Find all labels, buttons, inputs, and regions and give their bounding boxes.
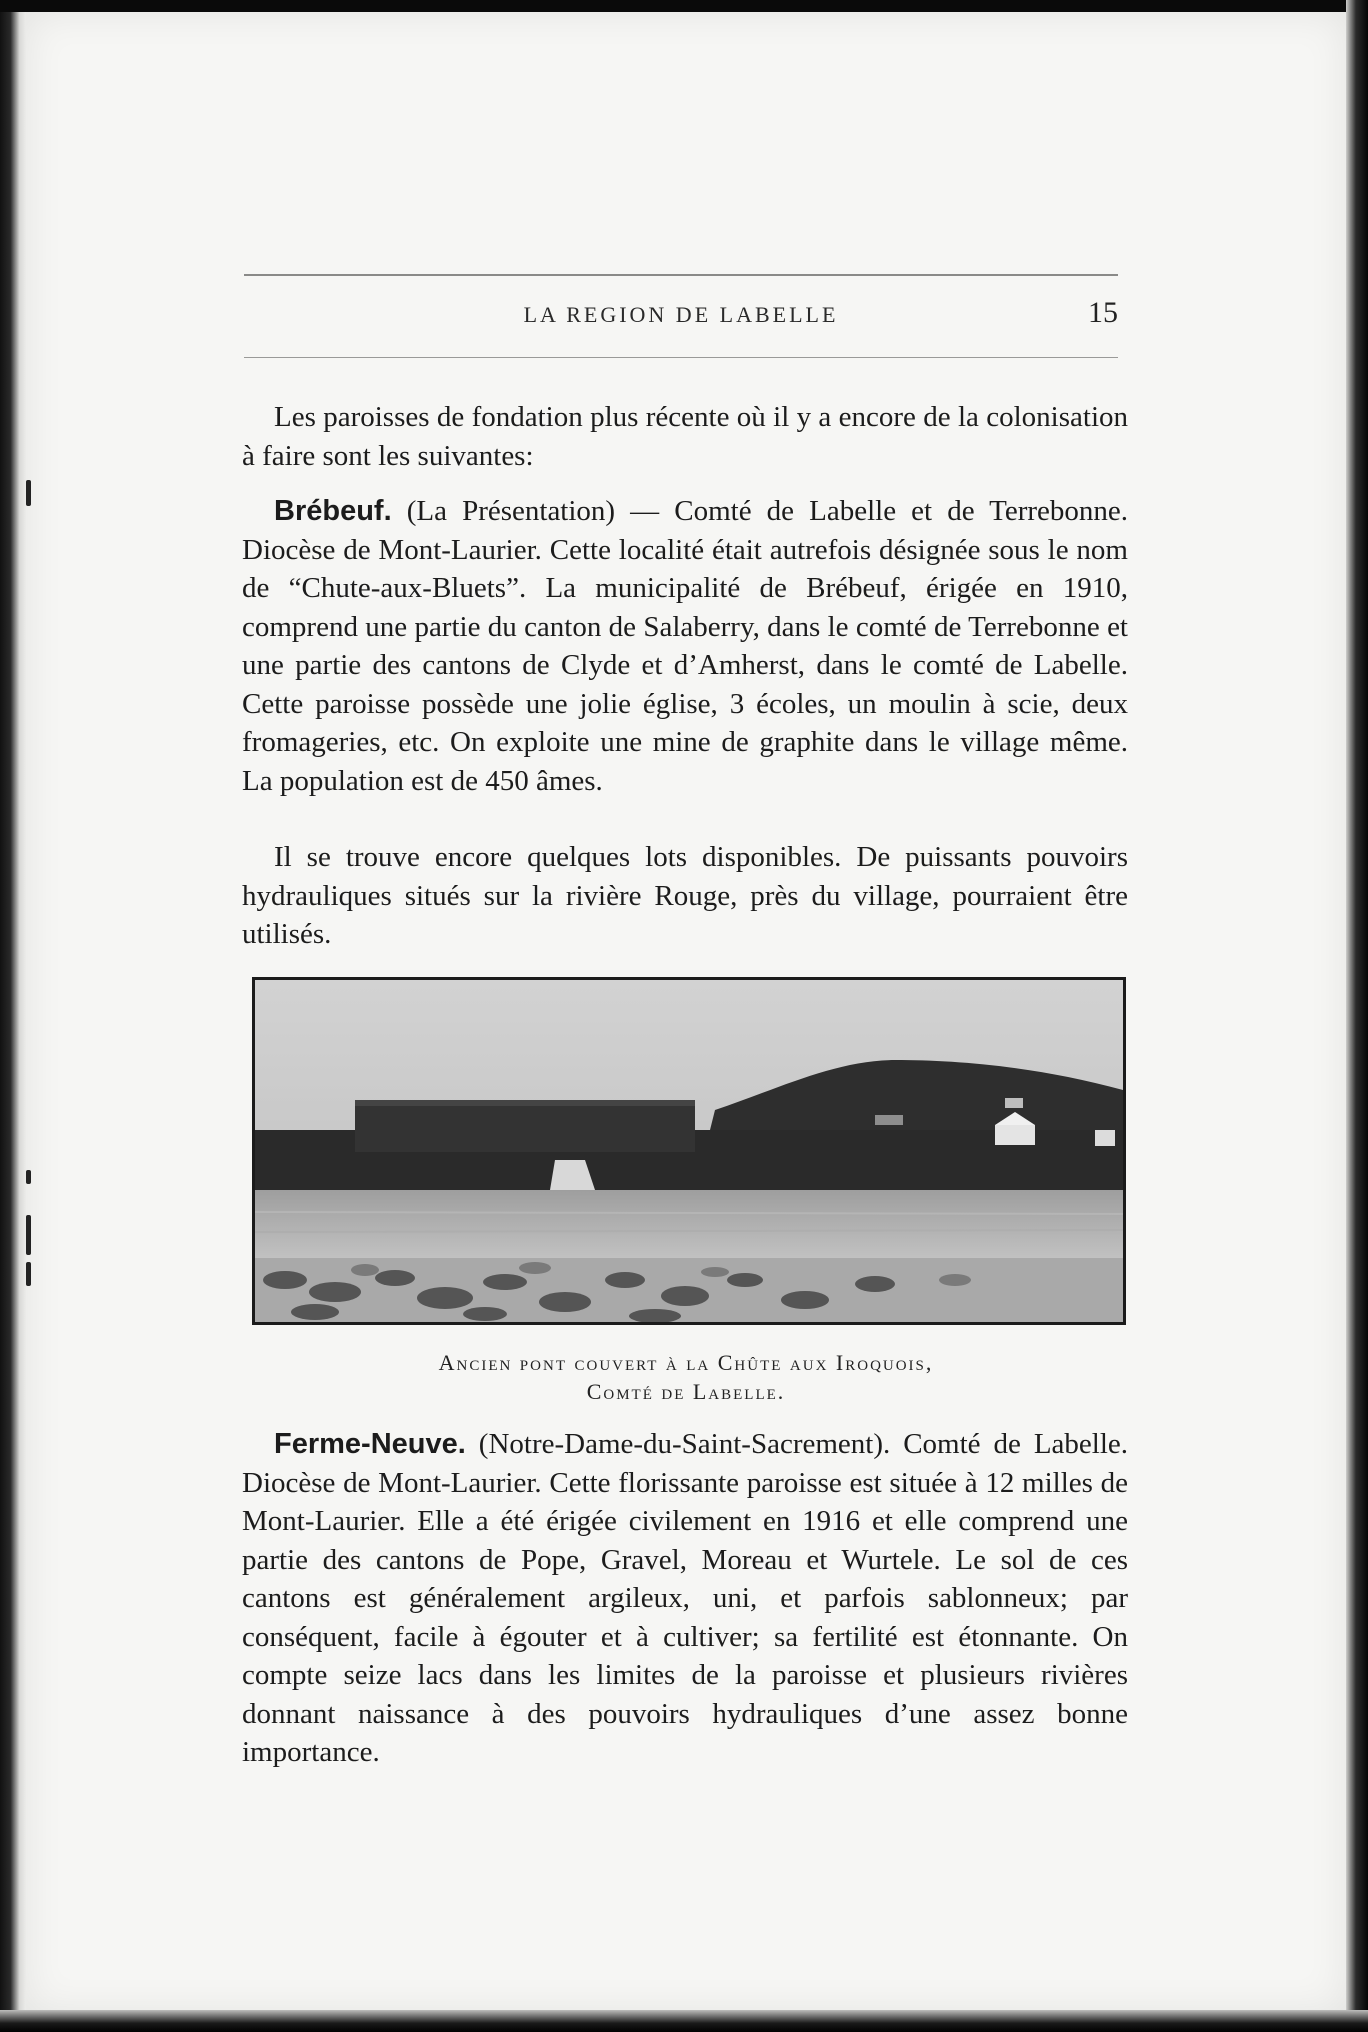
brebeuf-paragraph bbox=[242, 492, 1128, 800]
caption-line-2: Comté de Labelle. bbox=[586, 1379, 786, 1404]
intro-text: Les paroisses de fondation plus récente où il y a encore de la colonisation à faire sont les suivantes: bbox=[242, 401, 1128, 472]
brebeuf-continued-text: Il se trouve encore quelques lots disponibles. De puissants pouvoirs hydrauliques situés sur la rivière Rouge, près du village, pourraient être utilisés. bbox=[242, 841, 1128, 950]
ferme-neuve-heading: Ferme-Neuve. bbox=[274, 1428, 466, 1460]
intro-paragraph bbox=[242, 398, 1128, 475]
running-head bbox=[244, 296, 1118, 334]
running-title: LA REGION DE LABELLE bbox=[523, 302, 839, 327]
header-rule-top bbox=[244, 274, 1118, 276]
brebeuf-text: (La Présentation) — Comté de Labelle et de Terrebonne. Diocèse de Mont-Laurier. Cette localité était autrefois désignée sous le nom de “Chute-aux-Bluets”. La municipalité de Brébeuf, érigée en 1910, comprend une partie du canton de Salaberry, dans le comté de Terrebonne et une partie des cantons de Clyde et d’Amherst, dans le comté de Labelle. Cette paroisse possède une jolie église, 3 écoles, un moulin à scie, deux fromageries, etc. On exploite une mine de graphite dans le village même. La population est de 450 âmes. bbox=[242, 495, 1129, 797]
margin-mark bbox=[26, 1262, 31, 1286]
caption-line-1: Ancien pont couvert à la Chûte aux Iroquois, bbox=[438, 1350, 934, 1375]
figure-caption bbox=[252, 1348, 1120, 1406]
page-right-edge bbox=[1346, 0, 1368, 2032]
page-number: 15 bbox=[1088, 296, 1118, 329]
page-bottom-edge bbox=[0, 2010, 1368, 2032]
page-left-edge bbox=[0, 12, 26, 2012]
photograph-covered-bridge bbox=[252, 977, 1126, 1325]
margin-mark bbox=[26, 1215, 31, 1255]
brebeuf-continued-paragraph bbox=[242, 838, 1128, 954]
ferme-neuve-text: (Notre-Dame-du-Saint-Sacrement). Comté de Labelle. Diocèse de Mont-Laurier. Cette florissante paroisse est située à 12 milles de Mont-Laurier. Elle a été érigée civilement en 1916 et elle comprend une partie des cantons de Pope, Gravel, Moreau et Wurtele. Le sol de ces cantons est généralement argileux, uni, et parfois sablonneux; par conséquent, facile à égouter et à cultiver; sa fertilité est étonnante. On compte seize lacs dans les limites de la paroisse et plusieurs rivières donnant naissance à des pouvoirs hydrauliques d’une assez bonne importance. bbox=[242, 1428, 1129, 1768]
header-rule-bottom bbox=[244, 357, 1118, 358]
ferme-neuve-paragraph bbox=[242, 1425, 1128, 1772]
brebeuf-heading: Brébeuf. bbox=[274, 495, 392, 527]
margin-mark bbox=[26, 1170, 31, 1184]
margin-mark bbox=[26, 480, 31, 506]
photograph-image bbox=[255, 980, 1123, 1322]
